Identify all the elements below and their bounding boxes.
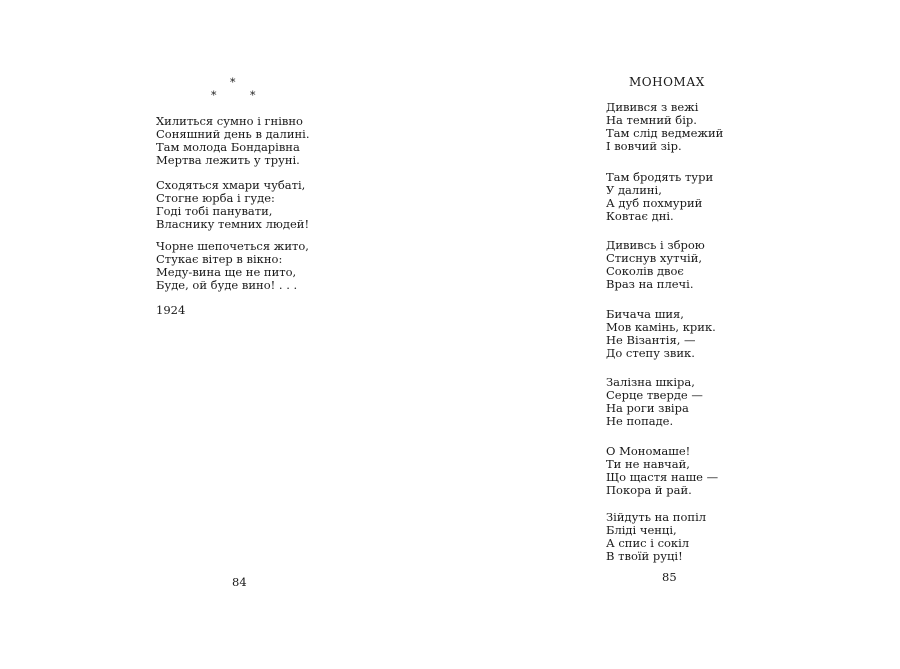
verse-line: Ти не навчай, <box>606 457 690 471</box>
verse-line: Мов камінь, крик. <box>606 320 716 334</box>
verse-line: О Мономаше! <box>606 444 691 458</box>
verse-line: Покора й рай. <box>606 483 692 497</box>
verse-line: У далині, <box>606 183 662 197</box>
verse-line: До степу звик. <box>606 346 695 360</box>
verse-line: Власнику темних людей! <box>156 217 310 231</box>
verse-line: Зійдуть на попіл <box>606 510 707 524</box>
poem-title: МОНОМАХ <box>629 75 705 89</box>
verse-line: Залізна шкіра, <box>606 375 695 389</box>
stanza <box>606 308 716 360</box>
page-number: 85 <box>662 570 677 584</box>
verse-line: Ковтає дні. <box>606 209 674 223</box>
verse-line: На темний бір. <box>606 113 697 127</box>
stanza <box>156 115 310 167</box>
verse-line: Не Візантія, — <box>606 333 696 347</box>
verse-line: А дуб похмурий <box>606 196 703 210</box>
verse-line: Бичача шия, <box>606 307 684 321</box>
verse-line: Стукає вітер в вікно: <box>156 252 283 266</box>
verse-line: Там молода Бондарівна <box>156 140 300 154</box>
stanza <box>156 240 309 292</box>
verse-line: Там бродять тури <box>606 170 714 184</box>
stanza <box>156 179 309 231</box>
page-number: 84 <box>232 575 247 589</box>
stanza <box>606 445 718 497</box>
verse-line: В твоїй руці! <box>606 549 683 563</box>
verse-line: Не попаде. <box>606 414 674 428</box>
verse-line: Там слід ведмежий <box>606 126 724 140</box>
verse-line: Дививсь і зброю <box>606 238 705 252</box>
verse-line: І вовчий зір. <box>606 139 682 153</box>
verse-line: Сходяться хмари чубаті, <box>156 178 306 192</box>
ornament-star: * <box>250 89 256 102</box>
verse-line: Дивився з вежі <box>606 100 699 114</box>
stanza <box>606 511 706 563</box>
verse-line: На роги звіра <box>606 401 689 415</box>
ornament-star: * <box>211 89 217 102</box>
verse-line: Буде, ой буде вино! . . . <box>156 278 298 292</box>
verse-line: А спис і сокіл <box>606 536 690 550</box>
ornament-star: * <box>230 76 236 89</box>
verse-line: Бліді ченці, <box>606 523 677 537</box>
right-page <box>450 0 900 669</box>
verse-line: Соняшний день в далині. <box>156 127 310 141</box>
verse-line: Соколів двоє <box>606 264 684 278</box>
poem-date: 1924 <box>156 303 186 317</box>
verse-line: Годі тобі панувати, <box>156 204 273 218</box>
verse-line: Чорне шепочеться жито, <box>156 239 309 253</box>
verse-line: Враз на плечі. <box>606 277 694 291</box>
stanza <box>606 239 705 291</box>
stanza <box>606 171 713 223</box>
verse-line: Меду-вина ще не пито, <box>156 265 297 279</box>
stanza <box>606 101 723 153</box>
stanza <box>606 376 703 428</box>
verse-line: Стогне юрба і гуде: <box>156 191 275 205</box>
verse-line: Що щастя наше — <box>606 470 719 484</box>
verse-line: Хилиться сумно і гнівно <box>156 114 303 128</box>
verse-line: Стиснув хутчій, <box>606 251 703 265</box>
verse-line: Мертва лежить у труні. <box>156 153 300 167</box>
verse-line: Серце тверде — <box>606 388 703 402</box>
